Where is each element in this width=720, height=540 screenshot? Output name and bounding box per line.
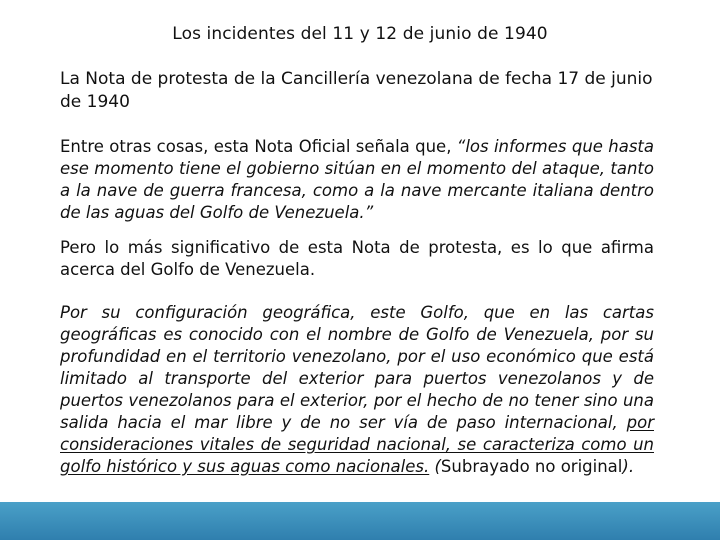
slide-title: Los incidentes del 11 y 12 de junio de 1940 — [172, 24, 548, 44]
underlined-text: por consideraciones vitales de seguridad nacional, se caracteriza como un golfo histórico y sus aguas como nacionales. — [60, 413, 654, 476]
paren-open: ( — [429, 457, 441, 476]
editorial-note: Subrayado no original — [440, 457, 623, 476]
footer-bar — [0, 502, 720, 540]
paragraph-note-official — [60, 136, 654, 224]
paren-close: ). — [622, 457, 635, 476]
paragraph-significance: Pero lo más significativo de esta Nota de protesta, es lo que afirma acerca del Golfo de Venezuela. — [60, 238, 654, 279]
quote-text: “los informes que hasta ese momento tiene el gobierno sitúan en el momento del ataque, tanto a la nave de guerra francesa, como a la nave mercante italiana dentro de las aguas del Golfo de Venezuela.” — [60, 137, 655, 222]
slide-subtitle: La Nota de protesta de la Cancillería venezolana de fecha 17 de junio de 1940 — [60, 69, 653, 112]
paragraph-intro-text: Entre otras cosas, esta Nota Oficial señala que, — [60, 137, 457, 156]
quote-main-text: Por su configuración geográfica, este Golfo, que en las cartas geográficas es conocido con el nombre de Golfo de Venezuela, por su profundidad en el territorio venezolano, por el uso económico que está limitado al transporte del exterior para puertos venezolanos y de puertos venezolanos para el exterior, por el hecho de no tener sino una salida hacia el mar libre y de no ser vía de paso internacional, — [60, 303, 654, 432]
paragraph-golfo-quote — [60, 302, 654, 478]
